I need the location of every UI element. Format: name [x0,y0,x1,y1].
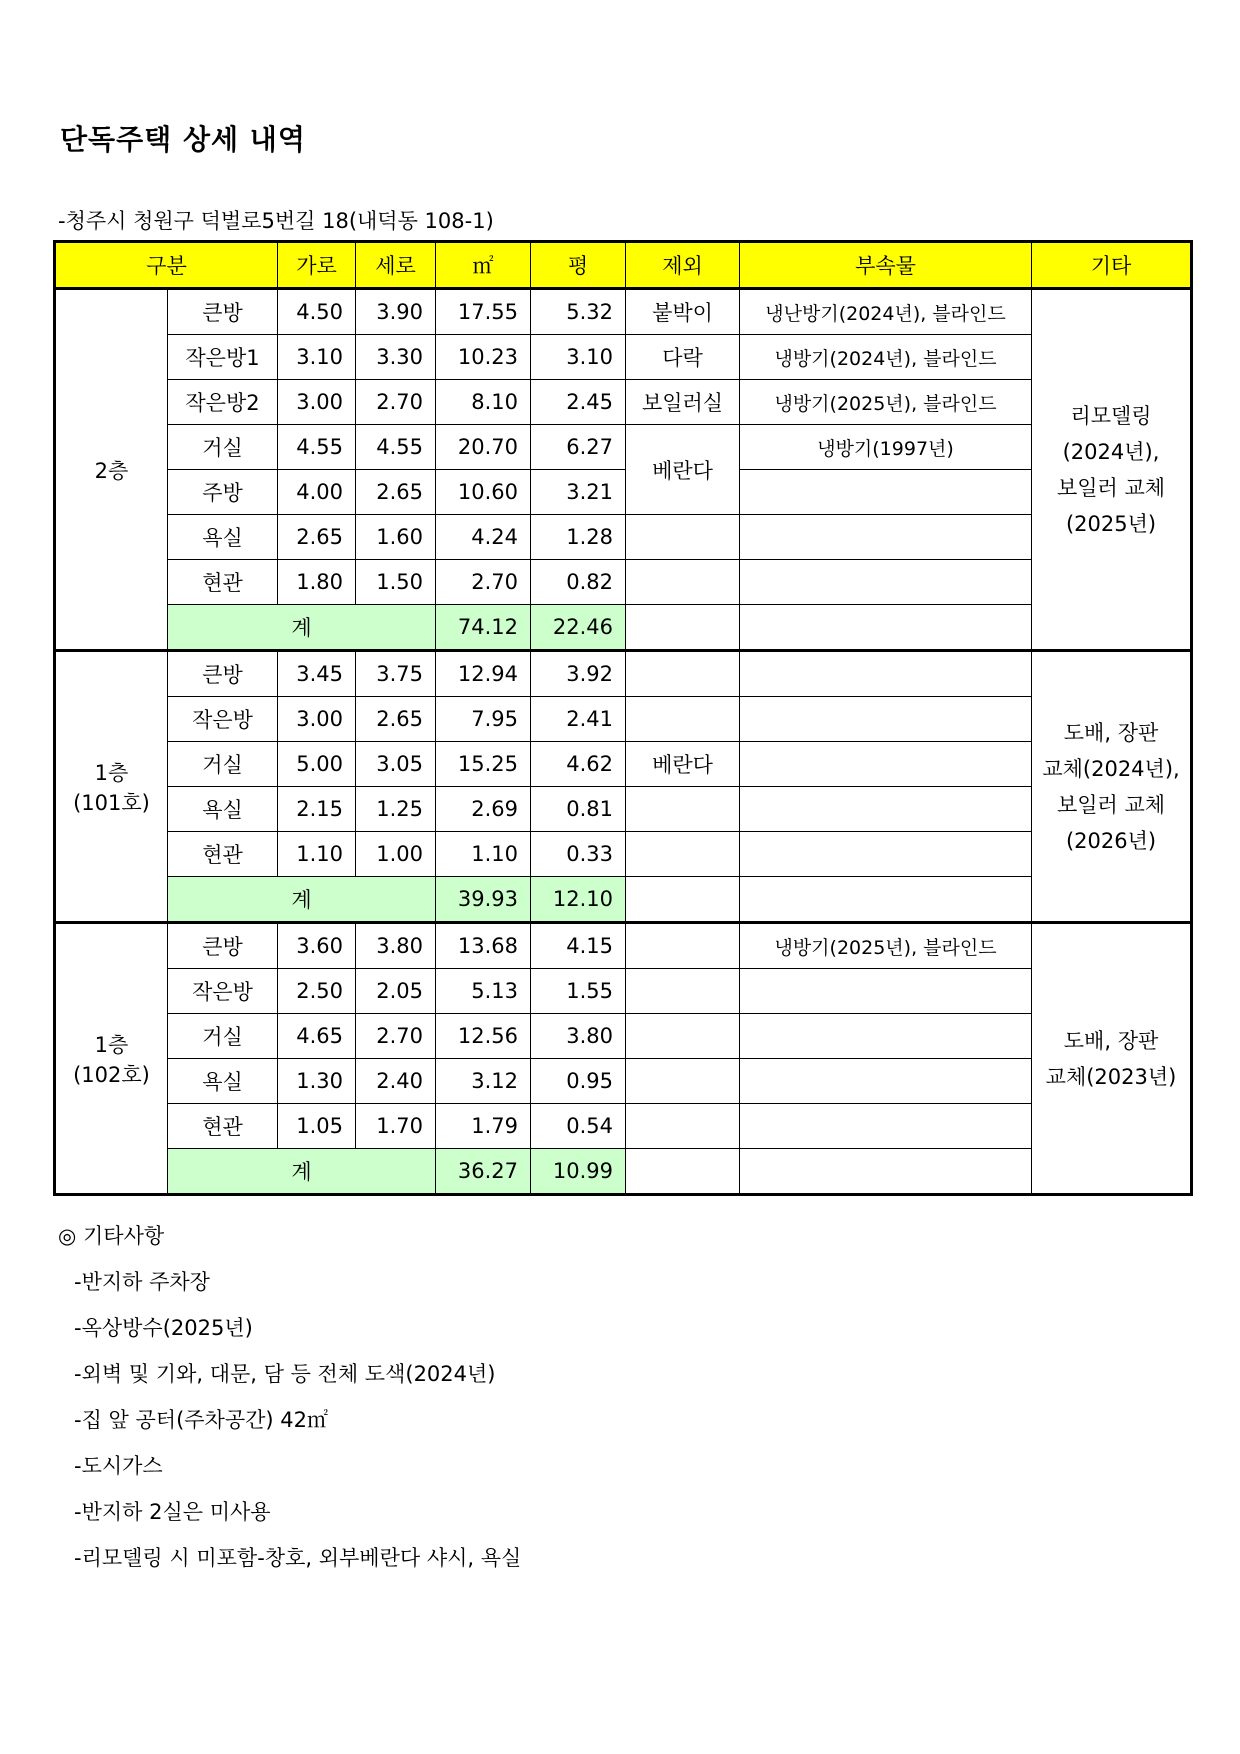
room-name: 거실 [168,742,278,787]
floor-note [1032,289,1192,651]
table-row [55,560,1192,605]
room-width: 3.10 [278,335,356,380]
total-row [55,605,1192,651]
notes-item: -반지하 주차장 [74,1270,210,1294]
room-pyeong: 2.41 [531,697,626,742]
note-line: 도배, 장판 [1063,1028,1159,1053]
room-sqm: 1.10 [436,832,531,877]
room-name: 작은방 [168,969,278,1014]
table-row [55,515,1192,560]
floor-label-main: 1층 [94,760,129,785]
table-row [55,697,1192,742]
room-width: 2.15 [278,787,356,832]
room-excluded: 다락 [626,335,740,380]
room-accessories [740,1014,1032,1059]
room-pyeong: 2.45 [531,380,626,425]
room-accessories: 냉방기(2025년), 블라인드 [740,380,1032,425]
room-excluded: 보일러실 [626,380,740,425]
address: -청주시 청원구 덕벌로5번길 18(내덕동 108-1) [58,209,494,233]
room-pyeong: 0.33 [531,832,626,877]
room-pyeong: 3.10 [531,335,626,380]
room-length: 3.05 [356,742,436,787]
empty-cell [626,877,740,923]
room-sqm: 8.10 [436,380,531,425]
floor-label [55,651,168,923]
table-row [55,1014,1192,1059]
table-row [55,923,1192,969]
room-accessories: 냉방기(1997년) [740,425,1032,470]
room-name: 현관 [168,1104,278,1149]
notes-item: -옥상방수(2025년) [74,1316,253,1340]
notes-header: ◎ 기타사항 [58,1224,165,1248]
room-length: 2.65 [356,697,436,742]
room-excluded [626,832,740,877]
table-row [55,1104,1192,1149]
room-pyeong: 1.55 [531,969,626,1014]
room-width: 4.55 [278,425,356,470]
note-line: 보일러 교체 [1056,475,1166,500]
room-sqm: 17.55 [436,289,531,335]
room-width: 1.05 [278,1104,356,1149]
floor-1f-101 [55,651,1192,923]
empty-cell [740,877,1032,923]
room-sqm: 2.69 [436,787,531,832]
room-excluded [626,787,740,832]
room-sqm: 20.70 [436,425,531,470]
header-accessories: 부속물 [740,242,1032,289]
room-name: 현관 [168,560,278,605]
empty-cell [740,605,1032,651]
room-detail-table [53,240,1193,1196]
room-width: 4.50 [278,289,356,335]
room-accessories: 냉난방기(2024년), 블라인드 [740,289,1032,335]
room-length: 1.70 [356,1104,436,1149]
room-excluded [626,697,740,742]
total-label: 계 [168,1149,436,1195]
room-accessories [740,697,1032,742]
page-title: 단독주택 상세 내역 [60,123,306,156]
note-line: 리모델링 [1070,403,1152,428]
room-excluded [626,515,740,560]
room-length: 3.30 [356,335,436,380]
room-accessories [740,787,1032,832]
notes-item: -도시가스 [74,1454,163,1478]
room-accessories [740,515,1032,560]
table-row [55,1059,1192,1104]
room-pyeong: 0.54 [531,1104,626,1149]
room-sqm: 7.95 [436,697,531,742]
room-name: 욕실 [168,787,278,832]
room-excluded [626,923,740,969]
room-name: 작은방2 [168,380,278,425]
floor-note [1032,651,1192,923]
note-line: 교체(2024년), [1042,756,1180,781]
room-sqm: 10.23 [436,335,531,380]
floor-label-unit: (101호) [73,790,150,815]
floor-1f-102 [55,923,1192,1195]
empty-cell [626,1149,740,1195]
room-width: 4.00 [278,470,356,515]
room-sqm: 1.79 [436,1104,531,1149]
notes-item: -집 앞 공터(주차공간) 42㎡ [74,1408,328,1432]
room-name: 큰방 [168,651,278,697]
room-sqm: 4.24 [436,515,531,560]
floor-note [1032,923,1192,1195]
room-accessories: 냉방기(2025년), 블라인드 [740,923,1032,969]
room-length: 2.70 [356,380,436,425]
table-row [55,969,1192,1014]
room-pyeong: 0.82 [531,560,626,605]
room-name: 거실 [168,425,278,470]
room-sqm: 13.68 [436,923,531,969]
notes-item: -외벽 및 기와, 대문, 담 등 전체 도색(2024년) [74,1362,496,1386]
header-excluded: 제외 [626,242,740,289]
room-excluded [626,1104,740,1149]
room-name: 큰방 [168,289,278,335]
room-length: 3.75 [356,651,436,697]
notes-item: -반지하 2실은 미사용 [74,1500,271,1524]
room-name: 욕실 [168,515,278,560]
notes-section [58,1220,521,1588]
room-excluded: 베란다 [626,425,740,515]
header-row [55,242,1192,289]
note-line: 보일러 교체 [1056,792,1166,817]
note-line: 교체(2023년) [1045,1064,1177,1089]
room-length: 2.65 [356,470,436,515]
room-sqm: 10.60 [436,470,531,515]
room-name: 욕실 [168,1059,278,1104]
room-accessories [740,651,1032,697]
room-name: 작은방1 [168,335,278,380]
header-width: 가로 [278,242,356,289]
room-pyeong: 3.80 [531,1014,626,1059]
room-name: 큰방 [168,923,278,969]
room-pyeong: 0.81 [531,787,626,832]
total-sqm: 39.93 [436,877,531,923]
room-width: 1.80 [278,560,356,605]
room-accessories [740,832,1032,877]
room-length: 4.55 [356,425,436,470]
room-excluded [626,969,740,1014]
room-accessories [740,1104,1032,1149]
note-line: (2026년) [1065,828,1157,853]
total-sqm: 36.27 [436,1149,531,1195]
room-length: 3.80 [356,923,436,969]
total-pyeong: 22.46 [531,605,626,651]
room-width: 1.30 [278,1059,356,1104]
room-sqm: 5.13 [436,969,531,1014]
floor-label-unit: (102호) [73,1062,150,1087]
empty-cell [740,1149,1032,1195]
room-length: 2.70 [356,1014,436,1059]
room-accessories [740,560,1032,605]
room-pyeong: 3.21 [531,470,626,515]
room-length: 1.25 [356,787,436,832]
room-width: 3.00 [278,697,356,742]
room-pyeong: 5.32 [531,289,626,335]
table-row [55,470,1192,515]
room-pyeong: 6.27 [531,425,626,470]
room-width: 5.00 [278,742,356,787]
room-width: 3.60 [278,923,356,969]
floor-label: 2층 [55,289,168,651]
table-row [55,380,1192,425]
room-pyeong: 3.92 [531,651,626,697]
room-excluded [626,1059,740,1104]
room-width: 2.50 [278,969,356,1014]
floor-label-main: 1층 [94,1032,129,1057]
table-row [55,425,1192,470]
room-excluded [626,651,740,697]
room-name: 작은방 [168,697,278,742]
table-row [55,832,1192,877]
room-excluded [626,560,740,605]
total-pyeong: 10.99 [531,1149,626,1195]
table-row [55,742,1192,787]
room-width: 4.65 [278,1014,356,1059]
room-accessories [740,969,1032,1014]
room-pyeong: 4.15 [531,923,626,969]
room-accessories: 냉방기(2024년), 블라인드 [740,335,1032,380]
header-sqm: ㎡ [436,242,531,289]
room-length: 2.05 [356,969,436,1014]
room-name: 거실 [168,1014,278,1059]
room-width: 1.10 [278,832,356,877]
room-sqm: 2.70 [436,560,531,605]
note-line: (2025년) [1065,511,1157,536]
notes-item: -리모델링 시 미포함-창호, 외부베란다 샤시, 욕실 [74,1546,522,1570]
empty-cell [626,605,740,651]
room-excluded [626,1014,740,1059]
floor-label [55,923,168,1195]
room-sqm: 3.12 [436,1059,531,1104]
note-line: (2024년), [1062,439,1160,464]
room-pyeong: 1.28 [531,515,626,560]
room-length: 1.60 [356,515,436,560]
total-label: 계 [168,877,436,923]
room-accessories [740,1059,1032,1104]
room-width: 3.00 [278,380,356,425]
room-sqm: 12.56 [436,1014,531,1059]
header-category: 구분 [55,242,278,289]
floor-2f [55,289,1192,651]
room-name: 현관 [168,832,278,877]
room-length: 3.90 [356,289,436,335]
room-sqm: 15.25 [436,742,531,787]
header-etc: 기타 [1032,242,1192,289]
note-line: 도배, 장판 [1063,720,1159,745]
total-sqm: 74.12 [436,605,531,651]
room-width: 3.45 [278,651,356,697]
room-excluded: 베란다 [626,742,740,787]
room-length: 2.40 [356,1059,436,1104]
room-accessories [740,470,1032,515]
room-name: 주방 [168,470,278,515]
room-accessories [740,742,1032,787]
table-row [55,787,1192,832]
room-length: 1.50 [356,560,436,605]
header-length: 세로 [356,242,436,289]
table-row [55,335,1192,380]
table-row [55,651,1192,697]
room-width: 2.65 [278,515,356,560]
table-row [55,289,1192,335]
room-length: 1.00 [356,832,436,877]
room-pyeong: 4.62 [531,742,626,787]
room-sqm: 12.94 [436,651,531,697]
total-row [55,1149,1192,1195]
header-pyeong: 평 [531,242,626,289]
total-pyeong: 12.10 [531,877,626,923]
room-pyeong: 0.95 [531,1059,626,1104]
total-row [55,877,1192,923]
room-excluded: 붙박이 [626,289,740,335]
total-label: 계 [168,605,436,651]
